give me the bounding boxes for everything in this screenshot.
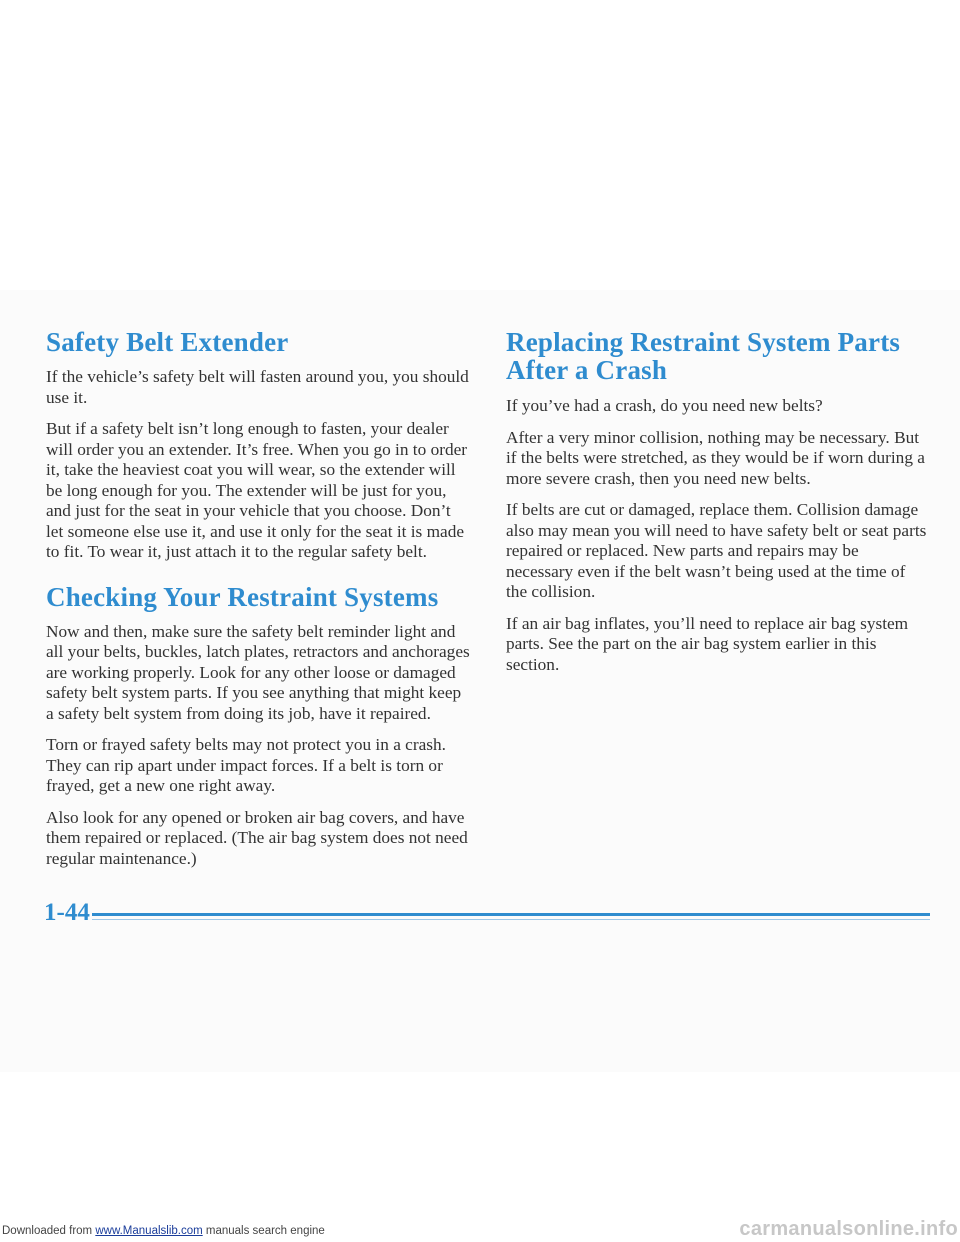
download-suffix: manuals search engine [202,1225,325,1237]
manualslib-link[interactable]: www.Manualslib.com [95,1225,203,1237]
footer-rule [92,913,930,916]
download-footer [0,1218,960,1242]
download-notice [2,1225,325,1237]
paragraph: Torn or frayed safety belts may not protect you in a crash. They can rip apart under impact forces. If a belt is torn or frayed, get a new one right away. [46,735,446,795]
paragraph: If belts are cut or damaged, replace them. Collision damage also may mean you will need to have safety belt or seat parts repaired or replaced. New parts and repairs may be necessary even if the belt wasn’t being used at the time of the collision. [506,500,927,601]
heading-safety-belt-extender: Safety Belt Extender [46,327,289,357]
heading-line-1: Replacing Restraint System Parts [506,327,901,357]
download-prefix: Downloaded from [2,1225,96,1237]
paragraph: Also look for any opened or broken air bag covers, and have them repaired or replaced. (The air bag system does not need regular maintenance.) [46,807,468,868]
heading-checking-restraint-systems: Checking Your Restraint Systems [46,581,439,612]
paragraph: If the vehicle’s safety belt will fasten around you, you should use it. [46,367,469,407]
paragraph: Now and then, make sure the safety belt reminder light and all your belts, buckles, latch plates, retractors and anchorages are working properly. Look for any other loose or damaged safety belt system parts. If you see anything that might keep a safety belt system from doing its job, have it repaired. [46,621,470,723]
paragraph: If you’ve had a crash, do you need new belts? [506,396,823,415]
paragraph: After a very minor collision, nothing may be necessary. But if the belts were stretched, as they would be if worn during a more severe crash, then you need new belts. [506,427,925,488]
heading-replacing-restraint-parts [506,328,930,384]
left-column [46,328,470,880]
right-column [506,328,930,686]
paragraph: But if a safety belt isn’t long enough to fasten, your dealer will order you an extender. It’s free. When you go in to order it, take the heaviest coat you will wear, so the extender will be long enough for you. The extender will be just for you, and just for the seat in your vehicle that you choose. Don’t let someone else use it, and use it only for the seat it is made to fit. To wear it, just attach it to the regular safety belt. [46,419,468,561]
paragraph: If an air bag inflates, you’ll need to replace air bag system parts. See the part on the air bag system earlier in this section. [506,613,909,674]
watermark-logo: carmanualsonline.info [739,1218,958,1240]
page-number: 1-44 [44,899,90,926]
heading-line-2: After a Crash [506,355,668,385]
